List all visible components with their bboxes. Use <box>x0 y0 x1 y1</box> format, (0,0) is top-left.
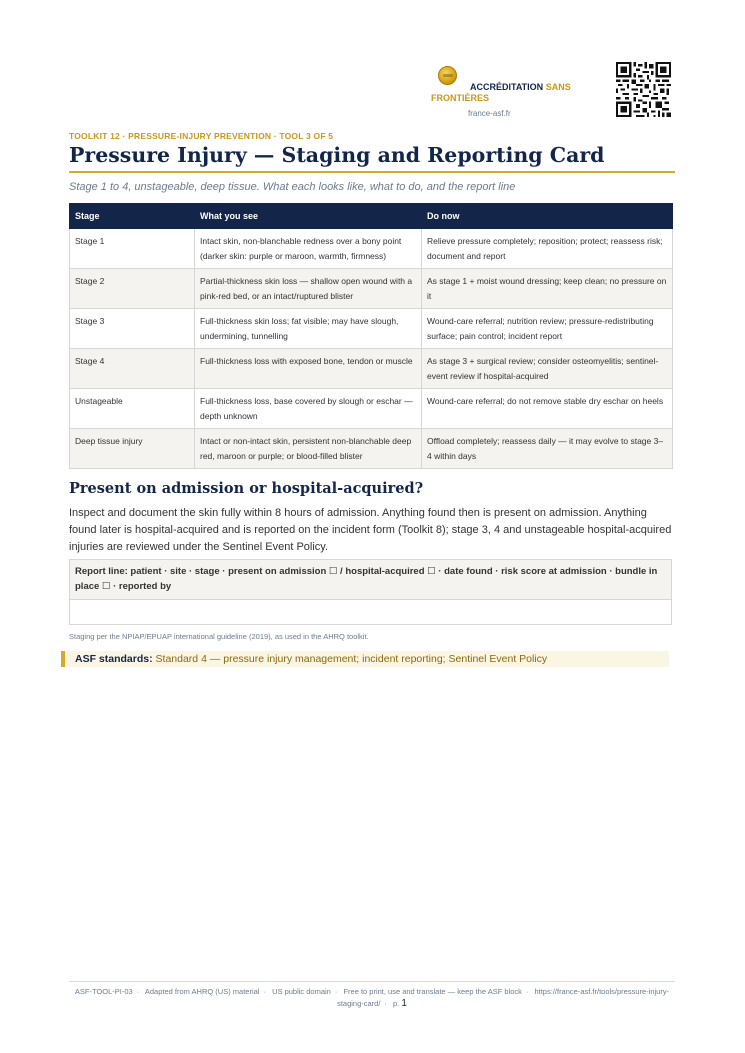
org-name <box>431 82 591 104</box>
table-row <box>70 389 673 429</box>
page-footer: ASF-TOOL-PI-03 · Adapted from AHRQ (US) material · US public domain · Free to print, use and translate — keep the ASF block · https://france-asf.fr/tools/pressure-injury-staging-card/ · p. 1 <box>74 987 670 1009</box>
action-cell: Wound-care referral; nutrition review; pressure-redistributing surface; pain control; incident report <box>422 309 673 349</box>
description-cell: Intact or non-intact skin, persistent non-blanchable deep red, maroon or purple; or blood-filled blister <box>195 429 422 469</box>
footer-doc-code: ASF-TOOL-PI-03 <box>74 987 133 996</box>
report-line-box <box>69 559 672 625</box>
document-header <box>0 0 745 125</box>
footer-license: US public domain <box>272 987 331 996</box>
page-subtitle: Stage 1 to 4, unstageable, deep tissue. What each looks like, what to do, and the report line <box>69 181 516 193</box>
footer-divider <box>69 981 675 982</box>
description-cell: Full-thickness loss with exposed bone, tendon or muscle <box>195 349 422 389</box>
qr-code-icon <box>616 62 671 117</box>
section-paragraph: Inspect and document the skin fully within 8 hours of admission. Anything found then is present on admission. Anything found later is hospital-acquired and is reported on the incident form (Toolkit 8); stage 3, 4 and unstageable hospital-acquired injuries are reviewed under the Sentinel Event Policy. <box>69 507 672 553</box>
table-row <box>70 309 673 349</box>
standards-text: Standard 4 — pressure injury management; incident reporting; Sentinel Event Policy <box>155 653 548 665</box>
action-cell: Offload completely; reassess daily — it may evolve to stage 3–4 within days <box>422 429 673 469</box>
toolkit-kicker: TOOLKIT 12 · PRESSURE-INJURY PREVENTION · TOOL 3 OF 5 <box>69 131 334 141</box>
report-line-blank-field[interactable] <box>70 600 671 625</box>
footer-page-number: 1 <box>401 998 407 1009</box>
stage-cell: Stage 2 <box>70 269 195 309</box>
stage-cell: Unstageable <box>70 389 195 429</box>
title-divider <box>69 171 675 173</box>
org-url[interactable]: france-asf.fr <box>468 109 511 118</box>
action-cell: As stage 1 + moist wound dressing; keep clean; no pressure on it <box>422 269 673 309</box>
section-heading: Present on admission or hospital-acquired? <box>69 480 424 497</box>
stage-cell: Stage 4 <box>70 349 195 389</box>
report-line-label: Report line: patient · site · stage · present on admission ☐ / hospital-acquired ☐ · date found · risk score at admission · bundle in place ☐ · reported by <box>70 560 671 600</box>
footer-link[interactable]: https://france-asf.fr/tools/pressure-injury-staging-card/ <box>337 987 670 1008</box>
standards-label: ASF standards: <box>75 653 153 665</box>
description-cell: Partial-thickness skin loss — shallow open wound with a pink-red bed, or an intact/ruptured blister <box>195 269 422 309</box>
guideline-note: Staging per the NPIAP/EPUAP international guideline (2019), as used in the AHRQ toolkit. <box>69 632 369 641</box>
column-header-what-you-see: What you see <box>195 204 422 229</box>
table-row <box>70 429 673 469</box>
column-header-stage: Stage <box>70 204 195 229</box>
description-cell: Full-thickness loss, base covered by slough or eschar — depth unknown <box>195 389 422 429</box>
table-row <box>70 229 673 269</box>
org-name-part2: SANS FRONTIÈRES <box>431 82 571 103</box>
org-name-part1: ACCRÉDITATION <box>470 82 544 92</box>
footer-page-prefix: p. <box>393 999 400 1008</box>
footer-source: Adapted from AHRQ (US) material <box>144 987 260 996</box>
stage-cell: Deep tissue injury <box>70 429 195 469</box>
table-row <box>70 349 673 389</box>
standards-callout <box>61 651 669 667</box>
footer-usage: Free to print, use and translate — keep the ASF block <box>343 987 522 996</box>
table-header-row <box>70 204 673 229</box>
column-header-do-now: Do now <box>422 204 673 229</box>
action-cell: Wound-care referral; do not remove stable dry eschar on heels <box>422 389 673 429</box>
page-title: Pressure Injury — Staging and Reporting Card <box>69 143 605 167</box>
description-cell: Full-thickness skin loss; fat visible; may have slough, undermining, tunnelling <box>195 309 422 349</box>
table-row <box>70 269 673 309</box>
description-cell: Intact skin, non-blanchable redness over a bony point (darker skin: purple or maroon, warmth, firmness) <box>195 229 422 269</box>
action-cell: Relieve pressure completely; reposition; protect; reassess risk; document and report <box>422 229 673 269</box>
stage-cell: Stage 3 <box>70 309 195 349</box>
action-cell: As stage 3 + surgical review; consider osteomyelitis; sentinel-event review if hospital-acquired <box>422 349 673 389</box>
stage-cell: Stage 1 <box>70 229 195 269</box>
staging-table <box>69 203 673 469</box>
